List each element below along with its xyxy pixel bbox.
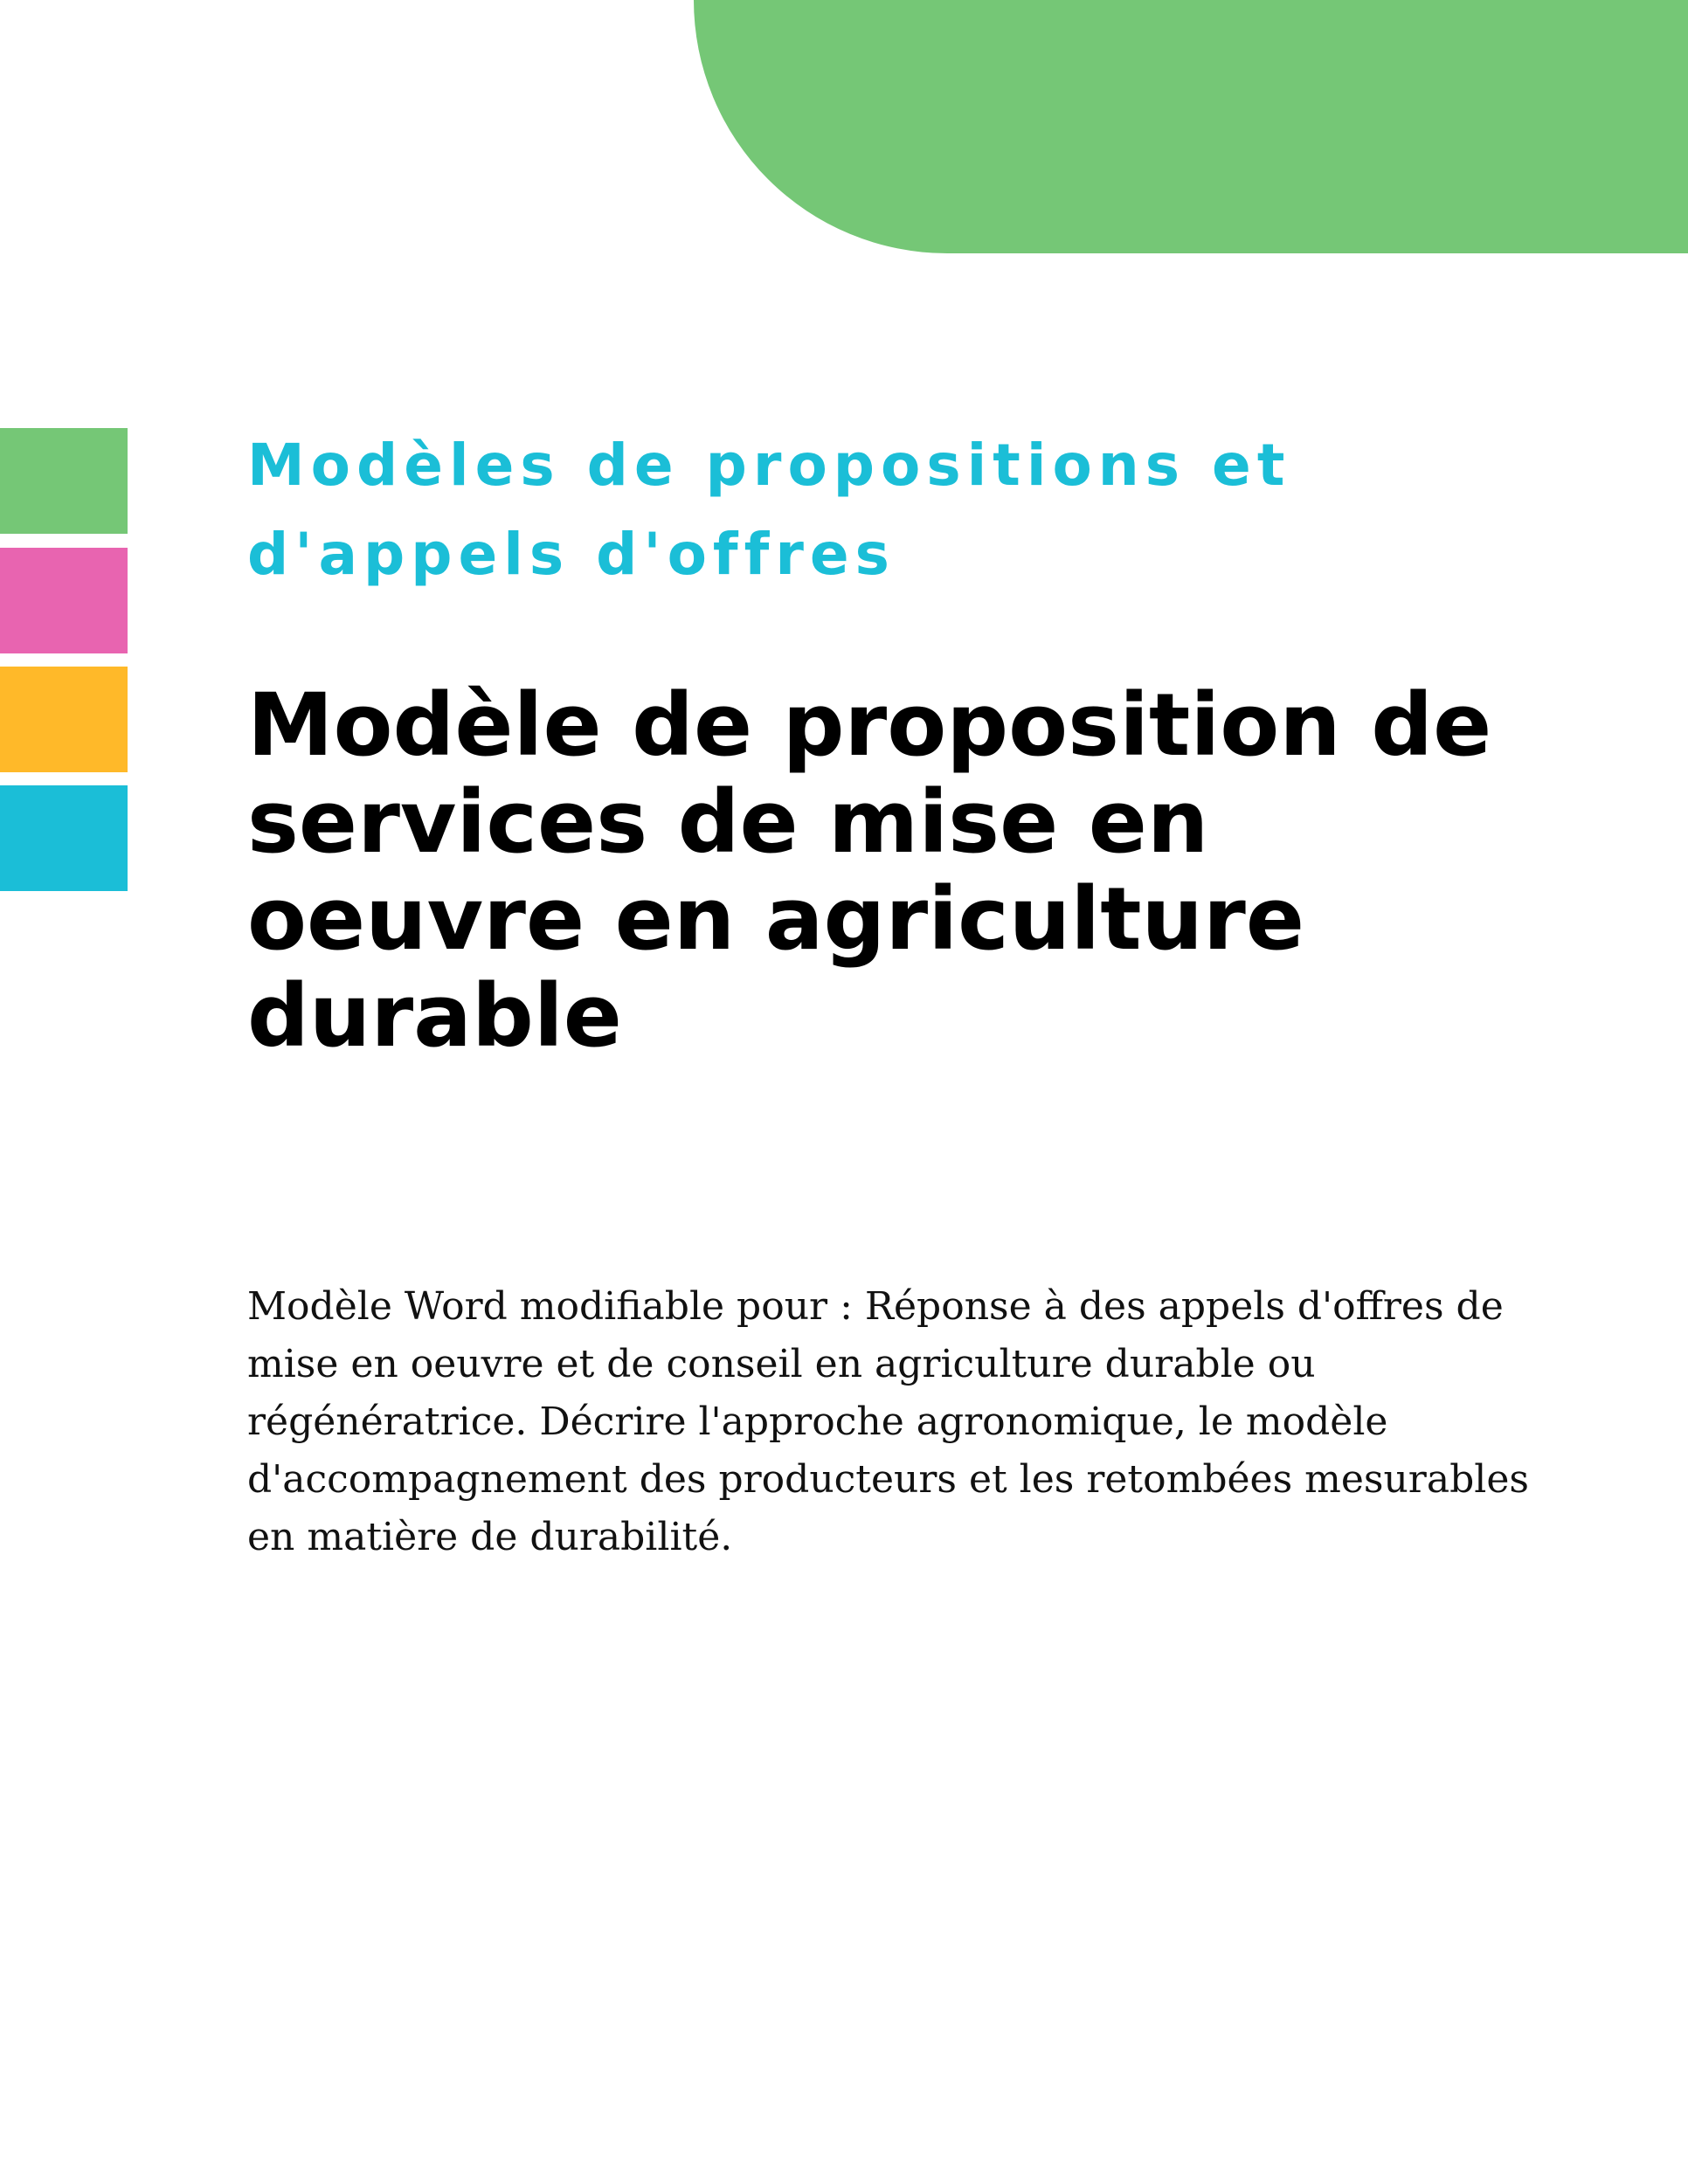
document-title: Modèle de proposition de services de mise en oeuvre en agriculture durable xyxy=(247,675,1492,1067)
side-block-blue xyxy=(0,785,128,891)
category-kicker: Modèles de propositions et d'appels d'offres xyxy=(247,432,1291,588)
side-block-green xyxy=(0,428,128,534)
side-block-orange xyxy=(0,667,128,772)
document-description: Modèle Word modifiable pour : Réponse à des appels d'offres de mise en oeuvre et de conseil en agriculture durable ou régénératrice. Décrire l'approche agronomique, le modèle d'accompagnement des producteurs et les retombées mesurables en matière de durabilité. xyxy=(247,1284,1529,1559)
top-decorative-shape xyxy=(694,0,1688,253)
side-block-pink xyxy=(0,548,128,653)
